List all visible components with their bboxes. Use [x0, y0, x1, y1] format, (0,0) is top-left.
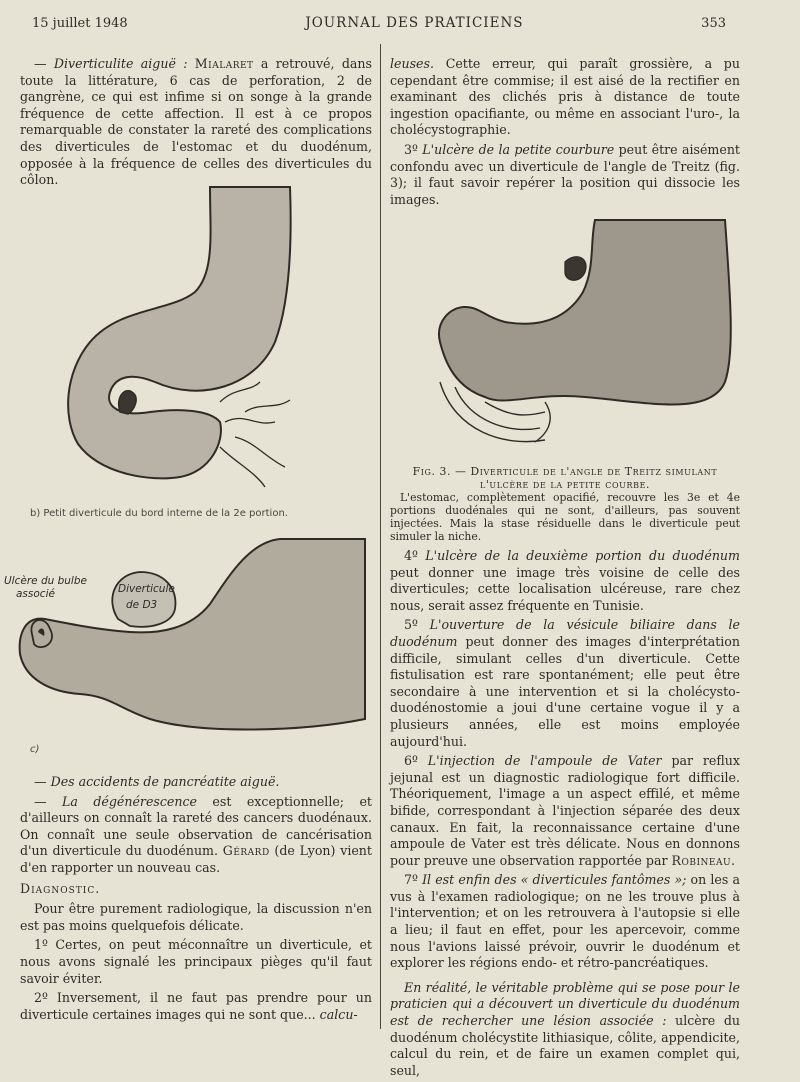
paragraph-lead: L'injection de l'ampoule de Vater	[427, 753, 662, 769]
point-number: 7º	[404, 872, 418, 888]
page-header	[32, 14, 726, 32]
paragraph-text: par reflux jejunal est un diagnostic radiologique fort difficile. Théoriquement, l'image a un aspect effilé, et même bifide, correspondant à l'injection séparée des deux canaux. En fait, la reconnaissance certaine d'une ampoule de Vater est très délicate. Nous en donnons pour preuve une observation rapportée par	[390, 753, 740, 868]
paragraph-point-5	[390, 617, 740, 750]
point-number: 3º	[404, 141, 418, 157]
paragraph-point-4	[390, 548, 740, 614]
paragraph-text: ulcère du duodénum cholécystite lithiasique, côlite, appendicite, calcul du rein, et de faire un examen complet qui, seul,	[390, 1013, 740, 1078]
small-diverticulum	[119, 391, 136, 414]
paragraph-diverticulite	[20, 56, 372, 189]
paragraph-point-6	[390, 753, 740, 869]
paragraph-pancreatite: — Des accidents de pancréatite aiguë.	[34, 774, 280, 789]
stomach-duodenum-shape	[68, 187, 291, 478]
label-de-d3: de D3	[126, 599, 158, 611]
point-number: 4º	[404, 548, 418, 563]
paragraph-text: a retrouvé, dans toute la littérature, 6 cas de perforation, 2 de gangrène, ce qui est infime si on songe à la grande fréquence de cette affection. Il est à ce propos remarquable de constater la rareté des complications des diverticules de l'estomac et du duodénum, opposée à la fréquence de celles des diverticules du côlon.	[20, 56, 372, 188]
paragraph-tail: calcu-	[319, 1006, 358, 1022]
point-number: 6º	[404, 753, 418, 769]
section-title-diagnostic: Diagnostic.	[20, 880, 101, 896]
label-ulcere-bulbe: Ulcère du bulbe	[4, 575, 87, 587]
figure-b-caption: b) Petit diverticule du bord interne de la 2e portion.	[30, 508, 288, 519]
point-number: 5º	[404, 617, 418, 633]
column-divider	[380, 44, 381, 1029]
header-page-number: 353	[701, 15, 726, 31]
author-name: Robineau.	[671, 852, 736, 868]
author-name: Mialaret	[194, 56, 254, 71]
paragraph-point-1: 1º Certes, on peut méconnaître un diverticule, et nous avons signalé les principaux pièges qu'il faut savoir éviter.	[20, 937, 372, 986]
paragraph-point-2	[20, 990, 372, 1023]
figure-b-duodenum-drawing	[60, 182, 360, 512]
paragraph-point-7	[390, 872, 740, 972]
paragraph-lead: — Diverticulite aiguë :	[34, 56, 188, 71]
right-column-top	[390, 56, 740, 211]
stomach-opacified	[439, 220, 731, 405]
jejunal-folds	[220, 382, 290, 487]
header-journal-title: JOURNAL DES PRATICIENS	[305, 15, 524, 31]
author-name: Gérard	[222, 843, 270, 859]
left-column-bottom	[20, 774, 372, 1026]
figure-3-caption	[390, 465, 740, 543]
right-column-bottom	[390, 548, 740, 1082]
paragraph-conclusion	[390, 980, 740, 1080]
paragraph-lead: — La dégénérescence	[34, 793, 197, 809]
paragraph-diagnostic-intro: Pour être purement radiologique, la discussion n'en est pas moins quelquefois délicate.	[20, 901, 372, 933]
paragraph-lead: Il est enfin des « diverticules fantômes »;	[422, 872, 687, 888]
paragraph-text: est exceptionnelle; et d'ailleurs on connaît la rareté des cancers duodénaux. On connaît une seule observation de cancérisation d'un diverticule du duodénum.	[20, 793, 372, 859]
label-associe: associé	[16, 588, 55, 600]
figure-3-drawing	[425, 212, 755, 462]
paragraph-text: on les a vus à l'examen radiologique; on ne les trouve plus à l'intervention; et on les retrouvera à l'autopsie si elle a lieu; il faut en effet, pour les apercevoir, comme nous l'avions laissé prévoir, ouvrir le duodénum et explorer les régions endo- et rétro-pancréatiques.	[390, 872, 740, 971]
paragraph-lead: L'ulcère de la petite courbure	[422, 141, 615, 157]
figure-c-caption: c)	[30, 744, 40, 755]
figure-c-duodenum-drawing	[0, 534, 372, 749]
treitz-diverticulum	[565, 257, 586, 280]
left-column-top	[20, 56, 372, 192]
figure-3-caption-title: Fig. 3. — Diverticule de l'angle de Treitz simulant l'ulcère de la petite courbe.	[412, 465, 718, 491]
paragraph-lead: L'ouverture de la vésicule biliaire dans le duodénum	[390, 617, 740, 649]
paragraph-lead: En réalité, le véritable problème qui se pose pour le praticien qui a découvert un diverticule du duodénum est de rechercher une lésion associée :	[390, 979, 740, 1029]
paragraph-tail: (de Lyon) vient d'en rapporter un nouveau cas.	[20, 843, 372, 875]
paragraph-text: peut donner une image très voisine de celle des diverticules; cette localisation ulcéreuse, rare chez nous, serait assez fréquente en Tunisie.	[390, 564, 740, 613]
figure-3-caption-text: L'estomac, complètement opacifié, recouvre les 3e et 4e portions duodénales qui ne sont, d'ailleurs, pas souvent injectées. Mais la stase résiduelle dans le diverticule peut simuler la niche.	[390, 491, 740, 543]
paragraph-text: 2º Inversement, il ne faut pas prendre pour un diverticule certaines images qui ne sont que...	[20, 990, 372, 1022]
header-date: 15 juillet 1948	[32, 15, 128, 31]
paragraph-text: Cette erreur, qui paraît grossière, a pu cependant être commise; il est aisé de la rectifier en examinant des clichés pris à distance de toute ingestion opacifiante, ou même en associant l'uro-, la cholécystographie.	[390, 56, 740, 138]
paragraph-calculeuses	[390, 56, 740, 139]
paragraph-lead: leuses.	[390, 56, 434, 71]
paragraph-text: peut donner des images d'interprétation difficile, simulant celles d'un diverticule. Cette fistulisation est rare spontanément; elle peut être secondaire à une intervention et si la cholécysto-duodénostomie a joui d'une certaine vogue il y a plusieurs années, elle est moins employée aujourd'hui.	[390, 633, 740, 749]
paragraph-lead: L'ulcère de la deuxième portion du duodénum	[425, 548, 740, 563]
stomach-shape	[20, 539, 365, 730]
paragraph-point-3	[390, 142, 740, 208]
paragraph-degenerescence	[20, 794, 372, 877]
label-diverticule: Diverticule	[118, 583, 175, 595]
paragraph-text: peut être aisément confondu avec un diverticule de l'angle de Treitz (fig. 3); il faut savoir repérer la position qui dissocie les images.	[390, 141, 740, 207]
